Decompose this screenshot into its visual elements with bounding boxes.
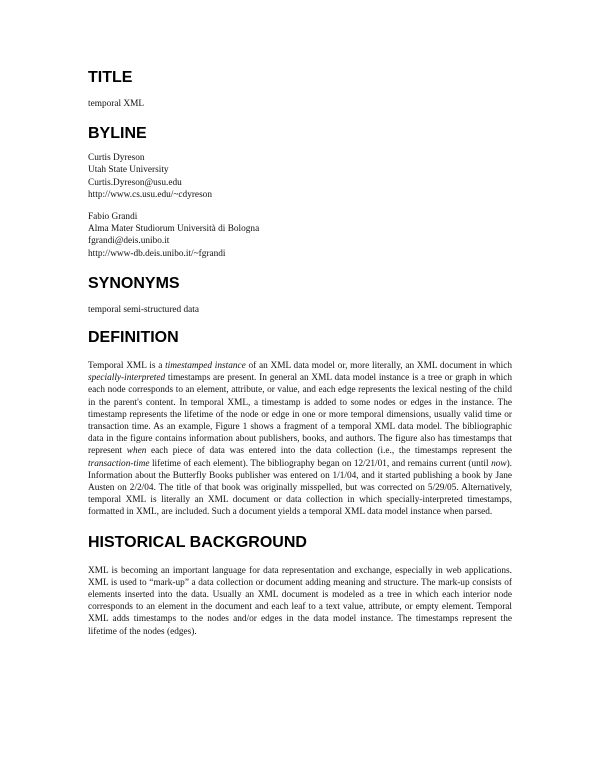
definition-paragraph	[88, 360, 512, 519]
author-name: Curtis Dyreson	[88, 153, 145, 164]
section-heading-definition: DEFINITION	[88, 329, 179, 347]
definition-emphasis-5: now	[491, 458, 507, 469]
section-heading-historical-background: HISTORICAL BACKGROUND	[88, 533, 307, 551]
definition-text-6: ). Information about the Butterfly Books publisher was entered on 1/1/04, and it started publishing a book by Jane Austen on 2/2/04. The title of that book was originally misspelled, but was corrected on 5/29/05. Alternatively, temporal XML is literally an XML document or data collection in which specially-interpreted timestamps, formatted in XML, are included. Such a document yields a temporal XML data model instance when parsed.	[88, 458, 512, 518]
document-content	[88, 68, 512, 638]
definition-text-2: of an XML data model or, more literally, an XML document in which	[245, 361, 512, 372]
author-url: http://www-db.deis.unibo.it/~fgrandi	[88, 248, 226, 259]
section-heading-title: TITLE	[88, 69, 133, 86]
definition-text-1: Temporal XML is a	[88, 361, 166, 372]
author-affiliation: Alma Mater Studiorum Università di Bologna	[88, 224, 260, 235]
definition-emphasis-1: timestamped instance	[165, 361, 246, 372]
definition-emphasis-3: when	[126, 446, 147, 457]
definition-text-3: timestamps are present. In general an XML data model instance is a tree or graph in which each node corresponds to an element, attribute, or value, and each edge represents the lexical nesting of the child in the parent's content. In temporal XML, a timestamp is added to some nodes or edges in the instance. The timestamp represents the lifetime of the node or edge in one or more temporal dimensions, usually valid time or transaction time. As an example, Figure 1 shows a fragment of a temporal XML data model. The bibliographic data in the figure contains information about publishers, books, and authors. The figure also has timestamps that represent	[88, 373, 512, 457]
historical-background-paragraph: XML is becoming an important language for data representation and exchange, especially in web applications. XML is used to “mark-up” a data collection or document adding meaning and structure. The mark-up consists of elements inserted into the data. Usually an XML document is modeled as a tree in which each interior node corresponds to an element in the document and each leaf to a text value, attribute, or empty element. Temporal XML adds timestamps to the nodes and/or edges in the data model instance. The timestamps represent the lifetime of the nodes (edges).	[88, 565, 512, 637]
definition-emphasis-2: specially-interpreted	[88, 373, 166, 384]
section-heading-byline: BYLINE	[88, 125, 147, 143]
author-name: Fabio Grandi	[88, 212, 138, 223]
author-block-1	[88, 152, 512, 201]
definition-text-4: each piece of data was entered into the data collection (i.e., the timestamps represent the	[146, 446, 512, 457]
author-url: http://www.cs.usu.edu/~cdyreson	[88, 189, 212, 200]
definition-text-5: lifetime of each element). The bibliography began on 12/21/01, and remains current (until	[149, 458, 492, 469]
definition-emphasis-4: transaction-time	[88, 458, 150, 469]
title-text: temporal XML	[88, 99, 145, 109]
author-block-2	[88, 211, 512, 260]
author-affiliation: Utah State University	[88, 165, 169, 176]
author-email: Curtis.Dyreson@usu.edu	[88, 177, 182, 188]
author-email: fgrandi@deis.unibo.it	[88, 236, 170, 247]
synonyms-text: temporal semi-structured data	[88, 304, 200, 315]
section-heading-synonyms: SYNONYMS	[88, 274, 180, 292]
